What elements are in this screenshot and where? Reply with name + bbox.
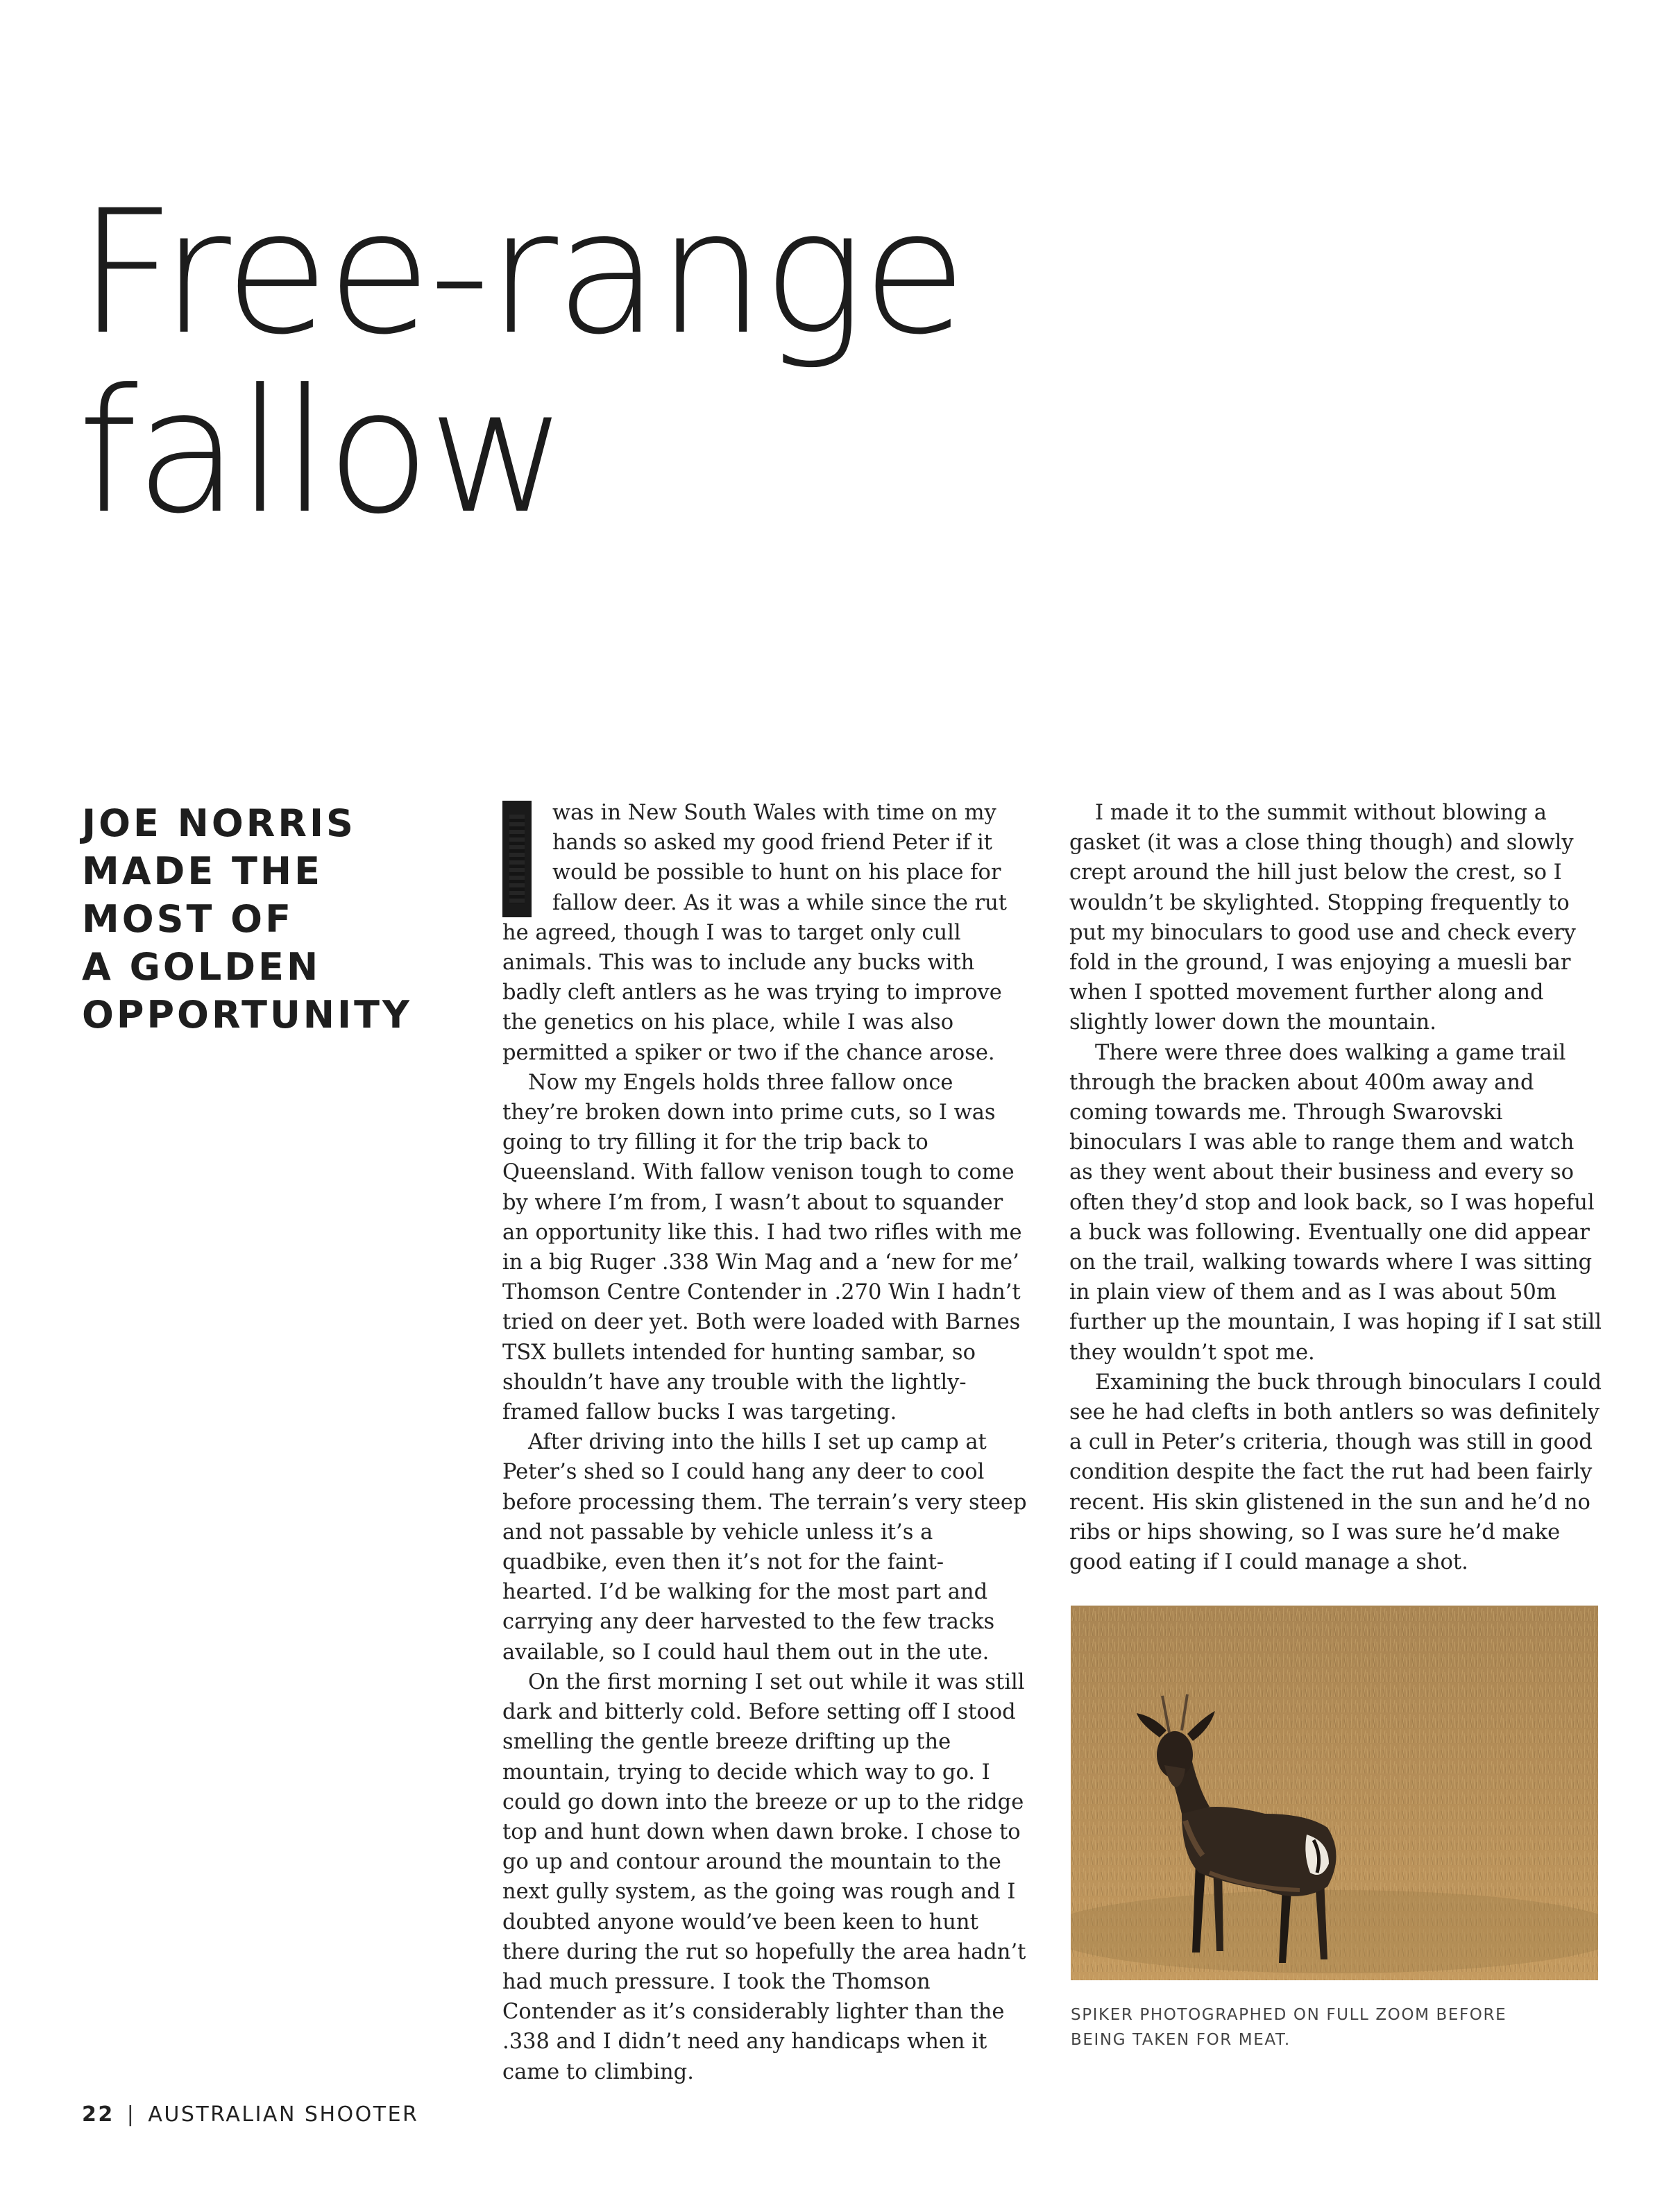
standfirst-line: MOST OF [82, 897, 294, 941]
page-footer [82, 2102, 418, 2127]
paragraph: Now my Engels holds three fallow once they’re broken down into prime cuts, so I was going to try filling it for the trip back to Queensland. With fallow venison tough to come by where I’m from, I wasn’t about to squander an opportunity like this. I had two rifles with me in a big Ruger .338 Win Mag and a ‘new for me’ Thomson Centre Contender in .270 Win I hadn’t tried on deer yet. Both were loaded with Barnes TSX bullets intended for hunting sambar, so shouldn’t have any trouble with the lightly-framed fallow bucks I was targeting. [502, 1070, 1022, 1425]
standfirst-line: A GOLDEN [82, 945, 321, 989]
caption-line: BEING TAKEN FOR MEAT. [1071, 2031, 1291, 2049]
body-column-1 [502, 798, 1030, 2087]
standfirst [82, 799, 457, 1039]
page-number: 22 [82, 2102, 114, 2127]
drop-cap-i-icon [502, 801, 532, 917]
standfirst-line: OPPORTUNITY [82, 993, 413, 1037]
photo-caption [1071, 2002, 1598, 2052]
paragraph: There were three does walking a game trail through the bracken about 400m away and coming towards me. Through Swarovski binoculars I was able to range them and watch as they went about their business and every so often they’d stop and look back, so I was hopeful a buck was following. Eventually one did appear on the trail, walking towards where I was sitting in plain view of them and as I was about 50m further up the mountain, I was hoping if I sat still they wouldn’t spot me. [1069, 1040, 1602, 1365]
standfirst-line: JOE NORRIS [82, 801, 356, 845]
caption-line: SPIKER PHOTOGRAPHED ON FULL ZOOM BEFORE [1071, 2006, 1507, 2024]
paragraph: On the first morning I set out while it was still dark and bitterly cold. Before setting off I stood smelling the gentle breeze drifting up the mountain, trying to decide which way to go. I could go down into the breeze or up to the ridge top and hunt down when dawn broke. I chose to go up and contour around the mountain to the next gully system, as the going was rough and I doubted anyone would’ve been keen to hunt there during the rut so hopefully the area hadn’t had much pressure. I took the Thomson Contender as it’s considerably lighter than the .338 and I didn’t need any handicaps when it came to climbing. [502, 1669, 1026, 2084]
footer-separator: | [126, 2102, 136, 2127]
paragraph: Examining the buck through binoculars I could see he had clefts in both antlers so was definitely a cull in Peter’s criteria, though was still in good condition despite the fact the rut had been fairly recent. His skin glistened in the sun and he’d no ribs or hips showing, so I was sure he’d make good eating if I could manage a shot. [1069, 1370, 1602, 1575]
paragraph: After driving into the hills I set up camp at Peter’s shed so I could hang any deer to cool before processing them. The terrain’s very steep and not passable by vehicle unless it’s a quadbike, even then it’s not for the faint-hearted. I’d be walking for the most part and carrying any deer harvested to the few tracks available, so I could haul them out in the ute. [502, 1430, 1027, 1665]
publication-name: AUSTRALIAN SHOOTER [148, 2102, 419, 2127]
paragraph: I made it to the summit without blowing a gasket (it was a close thing though) and slowly crept around the hill just below the crest, so I wouldn’t be skylighted. Stopping frequently to put my binoculars to good use and check every fold in the ground, I was enjoying a muesli bar when I spotted movement further along and slightly lower down the mountain. [1069, 801, 1576, 1035]
title-line: fallow [78, 353, 565, 552]
body-column-2 [1069, 798, 1604, 1577]
standfirst-line: MADE THE [82, 849, 323, 893]
article-title [78, 174, 965, 552]
deer-photo [1071, 1606, 1598, 1980]
fallow-deer-photo-icon [1071, 1606, 1598, 1980]
paragraph: was in New South Wales with time on my hands so asked my good friend Peter if it would be possible to hunt on his place for fallow deer. As it was a while since the rut he agreed, though I was to target only cull animals. This was to include any bucks with badly cleft antlers as he was trying to improve the genetics on his place, while I was also permitted a spiker or two if the chance arose. [502, 801, 1007, 1065]
title-line: Free-range [78, 174, 965, 373]
